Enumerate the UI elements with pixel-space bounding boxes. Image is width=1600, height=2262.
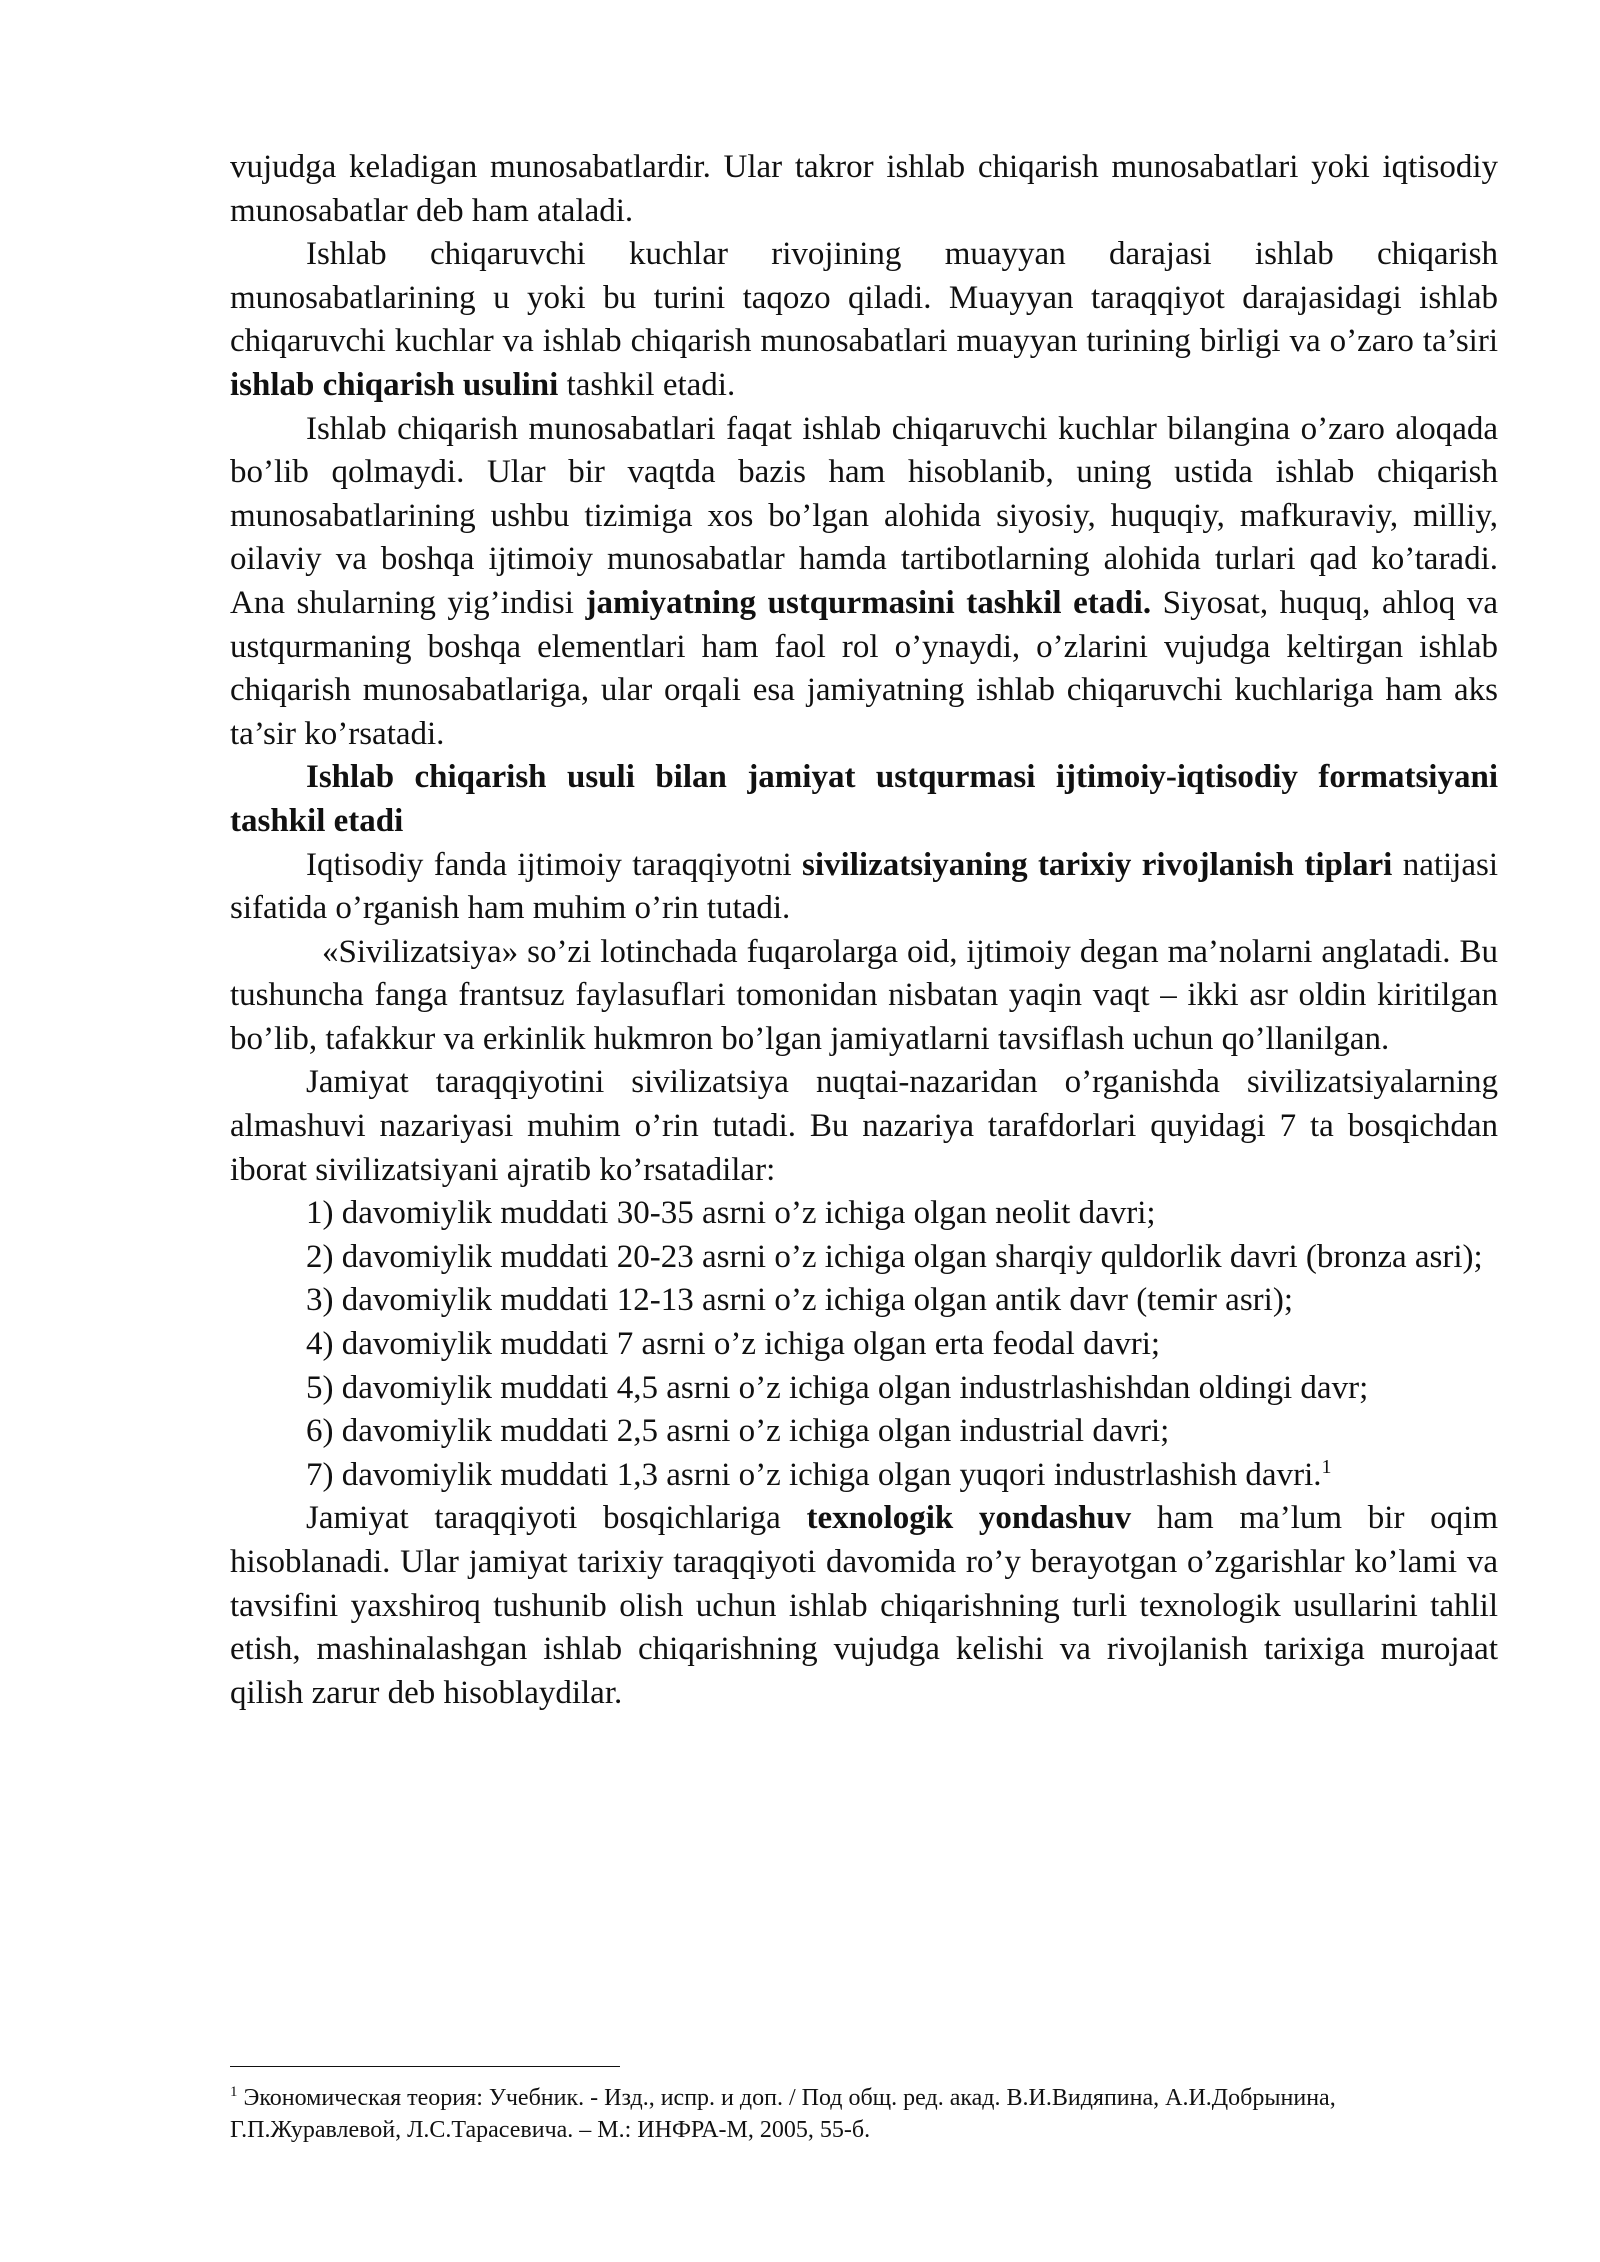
text-run: tashkil etadi. bbox=[558, 366, 736, 403]
paragraph: vujudga keladigan munosabatlardir. Ular takror ishlab chiqarish munosabatlari yoki iqtisodiy munosabatlar deb ham ataladi. bbox=[230, 149, 1498, 229]
footnote-text: Экономическая теория: Учебник. - Изд., испр. и доп. / Под общ. ред. акад. В.И.Видяпина, А.И.Добрынина, Г.П.Журавлевой, Л.С.Тарасевича. – М.: ИНФРА-М, 2005, 55-б. bbox=[230, 2085, 1336, 2143]
list-item: 1) davomiylik muddati 30-35 asrni o’z ichiga olgan neolit davri; bbox=[306, 1195, 1156, 1232]
bold-term: jamiyatning ustqurmasini tashkil etadi. bbox=[585, 584, 1152, 621]
bold-term: ishlab chiqarish usulini bbox=[230, 366, 559, 403]
paragraph: «Sivilizatsiya» so’zi lotinchada fuqarolarga oid, ijtimoiy degan ma’nolarni anglatadi. Bu tushuncha fanga frantsuz faylasuflari tomonidan nisbatan yaqin vaqt – ikki asr oldin kiritilgan bo’lib, tafakkur va erkinlik hukmron bo’lgan jamiyatlarni tavsiflash uchun qo’llanilgan. bbox=[230, 933, 1498, 1057]
list-item: 4) davomiylik muddati 7 asrni o’z ichiga olgan erta feodal davri; bbox=[306, 1326, 1161, 1363]
text-run: Jamiyat taraqqiyoti bosqichlariga bbox=[306, 1500, 807, 1537]
text-run: 7) davomiylik muddati 1,3 asrni o’z ichiga olgan yuqori industrlashish davri. bbox=[306, 1456, 1322, 1493]
paragraph bbox=[230, 844, 1498, 931]
bold-term: texnologik yondashuv bbox=[806, 1500, 1132, 1537]
footnote-separator bbox=[230, 2066, 620, 2067]
footnote bbox=[230, 2076, 1498, 2146]
paragraph bbox=[230, 233, 1498, 407]
list-item: 5) davomiylik muddati 4,5 asrni o’z ichiga olgan industrlashishdan oldingi davr; bbox=[306, 1369, 1369, 1406]
paragraph bbox=[230, 408, 1498, 757]
text-run: Siyosat, huquq, ahloq va ustqurmaning boshqa elementlari ham faol rol o’ynaydi, o’zlarini vujudga keltirgan ishlab chiqarish munosabatlariga, ular orqali esa jamiyatning ishlab chiqaruvchi kuchlariga ham aks ta’sir ko’rsatadi. bbox=[230, 584, 1498, 752]
text-run: Ishlab chiqarish munosabatlari faqat ishlab chiqaruvchi kuchlar bilangina o’zaro aloqada bo’lib qolmaydi. Ular bir vaqtda bazis ham hisoblanib, uning ustida ishlab chiqarish munosabatlarining ushbu tizimiga xos bo’lgan alohida siyosiy, huquqiy, mafkuraviy, milliy, oilaviy va boshqa ijtimoiy munosabatlar hamda tartibotlarning alohida turlari qad ko’taradi. Ana shularning yig’indisi bbox=[230, 410, 1498, 621]
text-run: Ishlab chiqaruvchi kuchlar rivojining muayyan darajasi ishlab chiqarish munosabatlarining u yoki bu turini taqozo qiladi. Muayyan taraqqiyot darajasidagi ishlab chiqaruvchi kuchlar va ishlab chiqarish munosabatlari muayyan turining birligi va o’zaro ta’siri bbox=[230, 236, 1498, 360]
paragraph: Jamiyat taraqqiyotini sivilizatsiya nuqtai-nazaridan o’rganishda sivilizatsiyalarning almashuvi nazariyasi muhim o’rin tutadi. Bu nazariya tarafdorlari quyidagi 7 ta bosqichdan iborat sivilizatsiyani ajratib ko’rsatadilar: bbox=[230, 1064, 1498, 1188]
paragraph bbox=[230, 1497, 1498, 1715]
list-item: 2) davomiylik muddati 20-23 asrni o’z ichiga olgan sharqiy quldorlik davri (bronza asri); bbox=[306, 1238, 1483, 1275]
list-item bbox=[230, 1454, 1498, 1498]
bold-term: sivilizatsiyaning tarixiy rivojlanish tiplari bbox=[802, 846, 1393, 883]
bold-term: Ishlab chiqarish usuli bilan jamiyat ustqurmasi ijtimoiy-iqtisodiy formatsiyani tashkil etadi bbox=[230, 759, 1498, 839]
list-item: 6) davomiylik muddati 2,5 asrni o’z ichiga olgan industrial davri; bbox=[306, 1413, 1170, 1450]
text-run: ham ma’lum bir oqim hisoblanadi. Ular jamiyat tarixiy taraqqiyoti davomida ro’y berayotgan o’zgarishlar ko’lami va tavsifini yaxshiroq tushunib olish uchun ishlab chiqarishning turli texnologik usullarini tahlil etish, mashinalashgan ishlab chiqarishning vujudga kelishi va rivojlanish tarixiga murojaat qilish zarur deb hisoblaydilar. bbox=[230, 1500, 1498, 1711]
footnote-reference[interactable]: 1 bbox=[1321, 1455, 1332, 1478]
footnote-marker: 1 bbox=[230, 2084, 238, 2100]
bold-heading-paragraph bbox=[230, 756, 1498, 843]
list-item: 3) davomiylik muddati 12-13 asrni o’z ichiga olgan antik davr (temir asri); bbox=[306, 1282, 1293, 1319]
text-run: Iqtisodiy fanda ijtimoiy taraqqiyotni bbox=[306, 846, 803, 883]
document-body bbox=[230, 146, 1498, 1715]
text-run: natijasi sifatida o’rganish ham muhim o’rin tutadi. bbox=[230, 846, 1498, 927]
